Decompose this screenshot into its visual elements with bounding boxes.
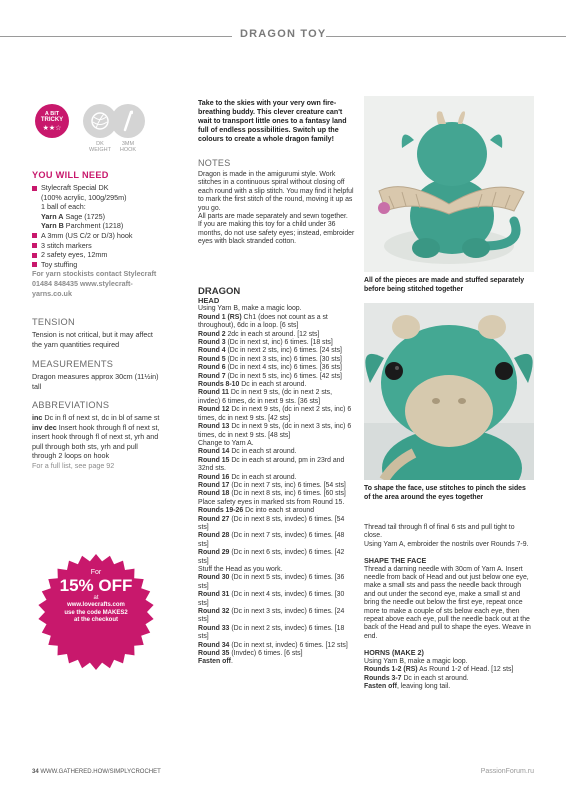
pattern-round	[198, 331, 356, 339]
round-text: (Dc in next 3 sts, inc) 6 times. [30 sts]	[225, 355, 342, 363]
pattern-round	[198, 566, 356, 574]
skill-level-line2: TRICKY	[40, 117, 64, 123]
pattern-round	[198, 373, 356, 381]
yarn-stockists: For yarn stockists contact Stylecraft 01484 848435 www.stylecraft-yarns.co.uk	[32, 269, 157, 298]
round-text: Dc in next 9 sts, (dc in next 2 sts, invdec) 6 times, dc in next 9 sts. [36 sts]	[198, 389, 333, 405]
materials-item-detail: 1 ball of each:	[41, 202, 86, 212]
header-rule-left	[0, 36, 232, 37]
round-label: Round 31	[198, 591, 230, 599]
abbrev-definition: Dc in fl of next st, dc in bl of same st	[42, 413, 160, 422]
round-label: Rounds 8-10	[198, 381, 240, 389]
offer-code: use the code MAKES2	[64, 609, 128, 616]
pattern-round	[198, 339, 356, 347]
notes-paragraph: If you are making this toy for a child under 36 months, do not use safety eyes; instead, embroider eyes with black stranded cotton.	[198, 221, 355, 246]
yarn-a-value: Sage (1725)	[63, 211, 106, 221]
offer-url[interactable]: www.lovecrafts.com	[67, 602, 125, 609]
abbrev-term: inv dec	[32, 422, 57, 432]
round-label: Round 16	[198, 473, 230, 481]
round-label: Round 2	[198, 330, 226, 338]
round-label: Rounds 1-2 (RS)	[364, 666, 418, 674]
round-label: Round 33	[198, 624, 230, 632]
pattern-round	[198, 314, 356, 331]
measurements-text: Dragon measures approx 30cm (11½in) tall	[32, 372, 159, 391]
close-instruction: Thread tail through fl of final 6 sts and pull tight to close.	[364, 524, 515, 540]
round-label: Round 32	[198, 608, 230, 616]
horns-start: Using Yarn B, make a magic loop.	[364, 657, 468, 665]
abbrev-inc	[32, 413, 160, 423]
dragon-back-photo	[364, 96, 534, 272]
round-label: Round 28	[198, 532, 230, 540]
round-text: (Dc in next 5 sts, invdec) 6 times. [36 sts]	[198, 574, 345, 590]
pattern-round	[198, 347, 356, 355]
hook-size-line1: 3MM	[121, 141, 135, 147]
round-label: Fasten off	[364, 682, 397, 690]
round-label: Round 7	[198, 372, 226, 380]
horns-round	[364, 666, 534, 674]
head-subheading: HEAD	[198, 296, 220, 305]
pattern-round	[198, 423, 356, 440]
round-text: Stuff the Head as you work.	[198, 566, 283, 573]
pattern-round	[198, 490, 356, 498]
horns-round	[364, 683, 534, 691]
pattern-round	[198, 499, 356, 507]
pattern-round	[198, 650, 356, 658]
offer-line1: For	[90, 569, 102, 576]
tension-section	[32, 317, 160, 349]
hook-size-line2: HOOK	[119, 147, 137, 153]
abbreviations-heading: ABBREVIATIONS	[32, 400, 110, 410]
round-label: Round 29	[198, 549, 230, 557]
pattern-round	[198, 482, 356, 490]
page-section-title: DRAGON TOY	[240, 28, 327, 40]
pattern-round	[198, 457, 356, 474]
round-text: Dc into each st around	[243, 507, 315, 515]
watermark: PassionForum.ru	[480, 768, 534, 775]
abbrev-invdec	[32, 423, 160, 461]
round-label: Round 30	[198, 574, 230, 582]
pattern-round	[198, 448, 356, 456]
shape-face-heading: SHAPE THE FACE	[364, 556, 427, 566]
round-label: Round 3	[198, 339, 226, 347]
round-label: Fasten off	[198, 658, 231, 666]
round-label: Round 17	[198, 481, 230, 489]
dragon-face-illustration	[364, 303, 534, 480]
round-text: (Dc in next 4 sts, inc) 6 times. [36 sts]	[225, 364, 342, 372]
pattern-round	[198, 507, 356, 515]
round-text: Dc in each st around.	[229, 473, 297, 481]
round-label: Rounds 19-26	[198, 507, 244, 515]
abbrev-full-list: For a full list, see page 92	[32, 460, 115, 470]
photo-caption: To shape the face, use stitches to pinch the sides of the area around the eyes together	[364, 485, 526, 501]
pattern-round	[198, 658, 356, 666]
skill-level-line1: A BIT	[44, 111, 60, 117]
materials-item: Toy stuffing	[32, 260, 160, 270]
yarn-b-line	[32, 221, 160, 231]
round-text: (Dc in next st, inc) 6 times. [18 sts]	[225, 339, 333, 347]
pattern-round	[198, 389, 356, 406]
pattern-round	[198, 608, 356, 625]
round-text: Dc in each st around.	[229, 448, 297, 456]
round-label: Round 13	[198, 423, 230, 431]
yarn-weight-line2: WEIGHT	[89, 147, 111, 153]
offer-line5: at the checkout	[73, 616, 118, 623]
yarn-a-label: Yarn A	[41, 211, 64, 221]
round-label: Round 6	[198, 364, 226, 372]
pattern-round	[198, 532, 356, 549]
photo-caption: All of the pieces are made and stuffed separately before being stitched together	[364, 277, 525, 293]
round-text: (Dc in next 8 sts, invdec) 6 times. [54 sts]	[198, 515, 345, 531]
round-text: Dc in each st around.	[401, 674, 469, 682]
yarn-a-line	[32, 212, 160, 222]
offer-percentage: 15% OFF	[59, 576, 133, 596]
shape-face-text: Thread a darning needle with 30cm of Yarn A. Insert needle from back of Head and out just below one eye, make a small sts and pass the needle back through and out under the second eye, make a small st and bring the needle out below the first eye, repeat once more to make a couple of sts below each eye, then repeat above each eye, pull the needle back out at the back of the Head and pull to shape the eyes. Weave in end.	[364, 565, 531, 640]
round-text: Dc in next 9 sts, (dc in next 2 sts, inc) 6 times, dc in next 9 sts. [42 sts]	[198, 406, 352, 422]
round-text: Dc in each st around, pm in 23rd and 32nd sts.	[198, 456, 345, 473]
abbreviations-section	[32, 400, 160, 471]
nostrils-instruction: Using Yarn A, embroider the nostrils over Rounds 7-9.	[364, 540, 529, 548]
pattern-round	[198, 474, 356, 482]
header-rule-right	[326, 36, 566, 37]
yarn-weight-line1: DK	[96, 141, 104, 147]
pattern-round	[198, 625, 356, 642]
you-will-need-section	[32, 170, 160, 298]
round-text: Ch1 (does not count as a st throughout), 6dc in a loop. [6 sts]	[198, 313, 328, 330]
round-text: Dc in next 9 sts, (dc in next 3 sts, inc) 6 times, dc in next 9 sts. [48 sts]	[198, 423, 352, 439]
head-start-instruction: Using Yarn B, make a magic loop.	[198, 305, 302, 313]
you-will-need-heading: YOU WILL NEED	[32, 170, 109, 180]
round-label: Round 34	[198, 641, 230, 649]
round-list	[198, 314, 356, 667]
pattern-round	[198, 381, 356, 389]
round-label: Round 15	[198, 456, 230, 464]
notes-paragraph: All parts are made separately and sewn together.	[198, 213, 348, 221]
right-column-text	[364, 524, 534, 691]
footer-url[interactable]: WWW.GATHERED.HOW/SIMPLYCROCHET	[38, 769, 161, 775]
abbrev-term: inc	[32, 413, 43, 422]
round-text: (Dc in next st, invdec) 6 times. [12 sts]	[229, 641, 348, 649]
yarn-b-value: Parchment (1218)	[63, 221, 124, 231]
materials-item: Stylecraft Special DK	[32, 183, 160, 193]
materials-item: 3 stitch markers	[32, 241, 160, 251]
round-label: Round 4	[198, 347, 226, 355]
pattern-round	[198, 591, 356, 608]
materials-item-detail: (100% acrylic, 100g/295m)	[41, 192, 127, 202]
discount-offer	[37, 553, 155, 671]
page-number: 34	[32, 769, 39, 775]
round-text: (Dc in next 8 sts, inc) 6 times. [60 sts]	[229, 490, 346, 498]
dragon-pattern-section	[198, 286, 356, 667]
materials-item: 2 safety eyes, 12mm	[32, 250, 160, 260]
pattern-round	[198, 364, 356, 372]
horns-heading: HORNS (MAKE 2)	[364, 648, 424, 658]
round-text: (Dc in next 2 sts, invdec) 6 times. [18 sts]	[198, 624, 345, 641]
horns-round	[364, 675, 534, 683]
tension-text: Tension is not critical, but it may affect the yarn quantities required	[32, 330, 153, 349]
offer-line2: at	[93, 595, 99, 602]
round-label: Round 12	[198, 406, 230, 414]
dragon-heading: DRAGON	[198, 286, 241, 297]
tension-heading: TENSION	[32, 317, 75, 327]
crochet-hook-icon	[111, 104, 145, 138]
round-label: Round 5	[198, 355, 226, 363]
hook-size-badge	[111, 104, 145, 138]
notes-heading: NOTES	[198, 158, 231, 168]
pattern-round	[198, 516, 356, 533]
round-text: Dc in each st around.	[239, 381, 307, 389]
round-text: , leaving long tail.	[396, 682, 451, 690]
intro-paragraph: Take to the skies with your very own fire-breathing buddy. This clever creature can't wait to transport little ones to a fantasy land full of endless possibilities. Switch up the colours to create a whole dragon family!	[198, 99, 347, 144]
round-text: (Dc in next 6 sts, invdec) 6 times. [42 sts]	[198, 549, 345, 565]
pattern-round	[198, 642, 356, 650]
yarn-b-label: Yarn B	[41, 221, 64, 231]
pattern-round	[198, 356, 356, 364]
dragon-face-photo	[364, 303, 534, 480]
abbrev-definition: Insert hook through fl of next st, insert hook through fl of next st, yrh and pull through both sts, yrh and pull through 2 loops on hook	[32, 422, 160, 461]
round-text: (Dc in next 7 sts, invdec) 6 times. [48 sts]	[198, 532, 345, 548]
pattern-round	[198, 574, 356, 591]
round-text: (Dc in next 3 sts, invdec) 6 times. [24 sts]	[198, 608, 345, 624]
round-label: Round 18	[198, 490, 230, 498]
round-text: (Dc in next 5 sts, inc) 6 times. [42 sts]	[225, 372, 342, 380]
round-text: .	[230, 658, 233, 666]
measurements-heading: MEASUREMENTS	[32, 359, 114, 369]
notes-paragraph: Dragon is made in the amigurumi style. Work stitches in a continuous spiral without closing off each round with a slip stitch. You may find it helpful to mark the first stitch of the round, moving it up as you go.	[198, 171, 354, 212]
dragon-back-illustration	[364, 96, 534, 272]
pattern-round	[198, 549, 356, 566]
round-text: Place safety eyes in marked sts from Round 15.	[198, 498, 345, 506]
round-label: Round 1 (RS)	[198, 313, 242, 321]
page-footer	[32, 769, 161, 775]
skill-stars: ★★☆	[42, 125, 62, 132]
round-label: Round 27	[198, 515, 230, 523]
round-text: (Invdec) 6 times. [6 sts]	[229, 650, 303, 658]
skill-level-badge	[35, 104, 69, 138]
pattern-round	[198, 440, 356, 448]
round-label: Round 14	[198, 448, 230, 456]
round-text: Change to Yarn A.	[198, 439, 254, 447]
round-text: (Dc in next 4 sts, invdec) 6 times. [30 sts]	[198, 591, 345, 607]
round-text: (Dc in next 2 sts, inc) 6 times. [24 sts]	[225, 347, 342, 355]
pattern-round	[198, 406, 356, 423]
round-text: As Round 1-2 of Head. [12 sts]	[417, 666, 514, 674]
round-label: Rounds 3-7	[364, 674, 402, 682]
round-label: Round 35	[198, 650, 230, 658]
notes-section	[198, 158, 356, 247]
measurements-section	[32, 359, 160, 391]
round-text: 2dc in each st around. [12 sts]	[225, 330, 320, 338]
round-label: Round 11	[198, 389, 230, 397]
hook-size-label	[108, 141, 148, 153]
materials-item: A 3mm (US C/2 or D/3) hook	[32, 231, 160, 241]
round-text: (Dc in next 7 sts, inc) 6 times. [54 sts]	[229, 481, 346, 489]
